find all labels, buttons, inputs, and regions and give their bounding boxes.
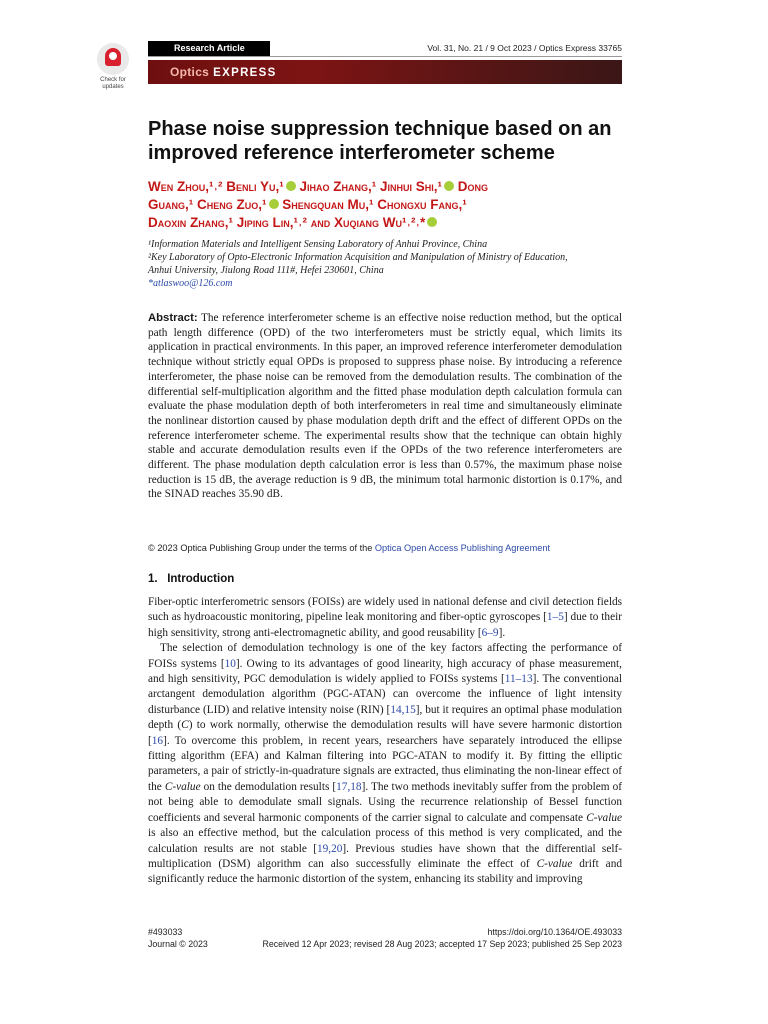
doi-link[interactable]: https://doi.org/10.1364/OE.493033 <box>487 927 622 937</box>
citation-link[interactable]: 14,15 <box>390 703 416 716</box>
paragraph-1 <box>148 595 622 641</box>
check-for-updates-label: Check for updates <box>100 77 126 90</box>
orcid-icon[interactable] <box>444 181 454 191</box>
body-text <box>148 595 622 888</box>
text-run: drift and significantly reduce the harmonic distortion of the system, enhancing its stability and improving <box>148 857 622 886</box>
copyright-notice <box>148 543 628 553</box>
authors-line2b: Shengquan Mu,¹ Chongxu Fang,¹ <box>278 197 467 212</box>
text-run: ]. Owing to its advantages of good linearity, high accuracy of phase measurement, and high sensitivity, PGC demodulation is widely applied to FOISs systems [ <box>148 657 622 686</box>
italic-term: C <box>181 719 189 732</box>
citation-link[interactable]: 19,20 <box>316 842 343 855</box>
affiliation-2-cont: Anhui University, Jiulong Road 111#, Hefei 230601, China <box>148 265 384 276</box>
authors-line1: Wen Zhou,¹˒² Benli Yu,¹ <box>148 179 284 194</box>
author-list <box>148 178 628 232</box>
affiliations <box>148 238 628 290</box>
text-run: on the demodulation results [ <box>200 780 337 793</box>
journal-banner <box>148 60 622 84</box>
abstract-text: The reference interferometer scheme is an effective noise reduction method, but the optical path length difference (OPD) of the two interferometers must be strictly equal, which limits its application in practical environments. In this paper, an improved reference interferometer demodulation technique without strictly equal OPDs is proposed to suppress phase noise. By introducing a reference interferometer, the phase noise can be removed from the demodulation results. The combination of the differential self-multiplication algorithm and the fitted phase modulation depth calculation formula can evaluate the phase modulation depth of both interferometers in real time and simultaneously eliminate the nonlinear distortion caused by phase modulation depth drift and the effect of different OPDs on the reference interferometer scheme. The experimental results show that the technique can obtain highly stable and accurate demodulation results even if the OPDs of the two reference interferometers are different. The phase modulation depth calculation error is less than 0.57%, the maximum phase noise reduction is 15 dB, the average reduction is 9 dB, the minimum total harmonic distortion is 0.17%, and the SINAD reaches 35.90 dB. <box>148 312 622 501</box>
citation-link[interactable]: 6–9 <box>481 626 499 639</box>
check-for-updates-icon <box>97 43 129 75</box>
orcid-icon[interactable] <box>269 199 279 209</box>
citation-link[interactable]: 17,18 <box>336 780 362 793</box>
article-id: #493033 <box>148 927 183 937</box>
header-bar <box>148 41 622 57</box>
journal-logo <box>170 65 277 79</box>
journal-copyright: Journal © 2023 <box>148 939 208 949</box>
journal-name-word2: EXPRESS <box>213 67 277 79</box>
abstract-label: Abstract: <box>148 312 198 324</box>
affiliation-1: ¹Information Materials and Intelligent Sensing Laboratory of Anhui Province, China <box>148 239 488 250</box>
copyright-text: © 2023 Optica Publishing Group under the terms of the <box>148 543 375 553</box>
authors-line1c: Dong <box>454 179 489 194</box>
text-run: Fiber-optic interferometric sensors (FOISs) are widely used in national defense and civil detection fields such as hydroacoustic monitoring, pipeline leak monitoring and fiber-optic gyroscopes [ <box>148 596 622 624</box>
affiliation-2: ²Key Laboratory of Opto-Electronic Information Acquisition and Manipulation of Ministry of Education, <box>148 252 568 263</box>
corresponding-email-link[interactable]: *atlaswoo@126.com <box>148 278 233 289</box>
text-run: ]. The two methods inevitably suffer from the problem of not being able to demodulate small signals. Using the recurrence relationship of Bessel function coefficients and several harmonic components of the carrier signal to calculate and compensate <box>148 780 622 824</box>
text-run: ) to work normally, otherwise the demodulation results will have severe harmonic distortion [ <box>148 719 623 747</box>
citation-link[interactable]: 16 <box>151 734 164 747</box>
paragraph-2 <box>148 641 622 888</box>
article-type-label: Research Article <box>148 41 270 56</box>
italic-term: C-value <box>164 780 201 793</box>
authors-line2: Guang,¹ Cheng Zuo,¹ <box>148 197 267 212</box>
authors-line1b: Jihao Zhang,¹ Jinhui Shi,¹ <box>295 179 443 194</box>
oa-agreement-link[interactable]: Optica Open Access Publishing Agreement <box>374 543 551 553</box>
orcid-icon[interactable] <box>286 181 296 191</box>
publication-dates: Received 12 Apr 2023; revised 28 Aug 2023; accepted 17 Sep 2023; published 25 Sep 2023 <box>262 939 622 949</box>
citation-line: Vol. 31, No. 21 / 9 Oct 2023 / Optics Express 33765 <box>427 43 622 53</box>
citation-link[interactable]: 11–13 <box>504 673 533 686</box>
text-run: ]. To overcome this problem, in recent years, researchers have separately introduced the ellipse fitting algorithm (EFA) and Kalman filtering into PGC-ATAN to modify it. By fitting the elliptic parameters, a pair of strictly-in-quadrature signals are extracted, thus eliminating the non-linear effect of the <box>148 734 622 793</box>
text-run: ]. <box>498 626 506 639</box>
orcid-icon[interactable] <box>427 217 437 227</box>
authors-line3: Daoxin Zhang,¹ Jiping Lin,¹˒² and Xuqiang Wu¹˒²˒* <box>148 215 426 230</box>
journal-name-word1: Optics <box>170 65 210 79</box>
article-title: Phase noise suppression technique based on an improved reference interferometer scheme <box>148 118 612 164</box>
citation-link[interactable]: 1–5 <box>546 611 564 624</box>
text-run: ] due to their high sensitivity, strong anti-electromagnetic ability, and good reusability [ <box>148 611 622 639</box>
check-for-updates-badge[interactable] <box>92 43 134 90</box>
italic-term: C-value <box>536 857 573 870</box>
text-run: ]. Previous studies have shown that the differential self-multiplication (DSM) algorithm can also successfully eliminate the effect of <box>148 842 622 870</box>
text-run: ]. The conventional arctangent demodulation algorithm (PGC-ATAN) can overcome the influence of light intensity disturbance (LID) and relative intensity noise (RIN) [ <box>148 673 622 716</box>
text-run: ], but it requires an optimal phase modulation depth ( <box>148 703 622 732</box>
citation-link[interactable]: 10 <box>224 657 236 670</box>
italic-term: C-value <box>586 811 622 824</box>
abstract <box>148 311 622 502</box>
section-heading <box>148 573 234 585</box>
text-run: The selection of demodulation technology is one of the key factors affecting the performance of FOISs systems [ <box>148 642 622 670</box>
page-footer <box>148 926 622 950</box>
text-run: is also an effective method, but the calculation process of this method is very complicated, and the calculation results are not stable [ <box>148 827 622 855</box>
section-title: Introduction <box>167 573 235 585</box>
section-number: 1. <box>148 573 158 585</box>
